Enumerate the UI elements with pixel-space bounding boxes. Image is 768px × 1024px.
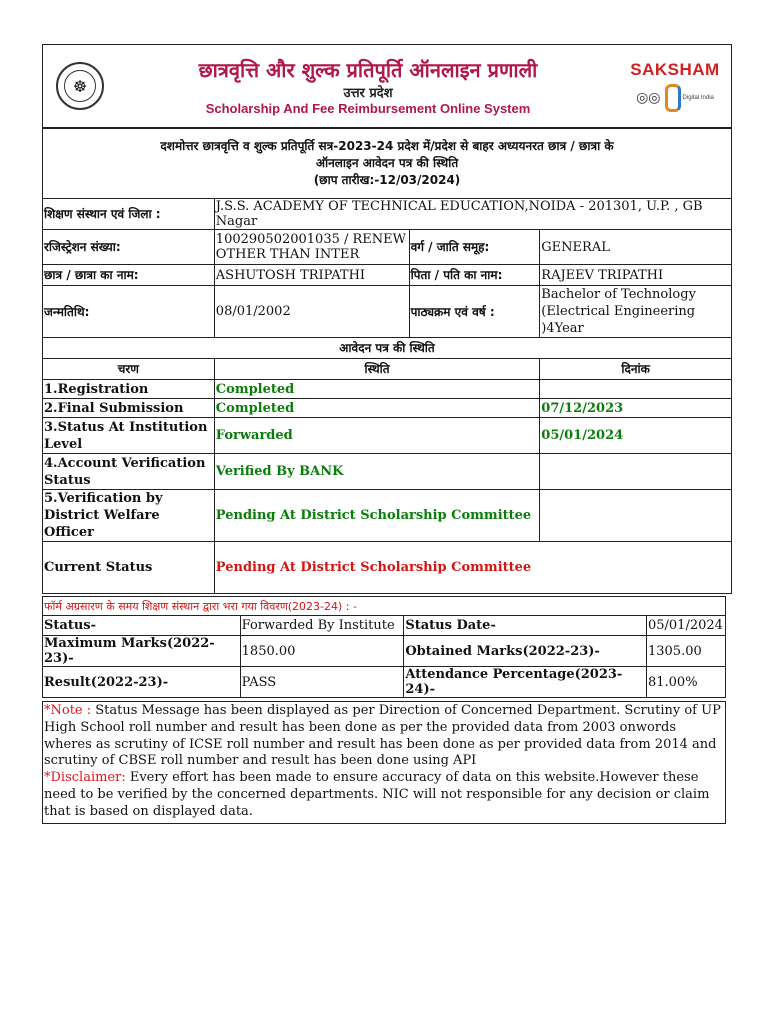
portal-title-english: Scholarship And Fee Reimbursement Online System <box>205 101 531 116</box>
stage-date-cell: 07/12/2023 <box>540 399 732 418</box>
student-name-label: छात्र / छात्रा का नाम: <box>43 265 215 286</box>
stage-status-cell: Completed <box>214 399 540 418</box>
title-cell <box>117 45 619 128</box>
disclaimer-label: *Disclaimer: <box>44 770 126 786</box>
col-stage-header: चरण <box>43 359 215 380</box>
course-value: Bachelor of Technology (Electrical Engineering )4Year <box>540 286 732 338</box>
status-document <box>42 44 732 824</box>
institution-label: शिक्षण संस्थान एवं जिला : <box>43 199 215 230</box>
logo-cell <box>43 45 118 128</box>
portal-title-hindi: छात्रवृत्ति और शुल्क प्रतिपूर्ति ऑनलाइन प्रणाली <box>198 58 538 82</box>
stage-date-cell <box>540 490 732 542</box>
stage-date-cell: 05/01/2024 <box>540 418 732 454</box>
stage-cell: 2.Final Submission <box>43 399 215 418</box>
student-name-value: ASHUTOSH TRIPATHI <box>214 265 409 286</box>
inst-status-date-value: 05/01/2024 <box>646 616 725 636</box>
stage-date-cell <box>540 454 732 490</box>
notes-cell <box>43 702 726 824</box>
dob-value: 08/01/2002 <box>214 286 409 338</box>
col-status-header: स्थिति <box>214 359 540 380</box>
status-row <box>43 399 732 418</box>
obtained-marks-label: Obtained Marks(2022-23)- <box>404 636 647 667</box>
col-date-header: दिनांक <box>540 359 732 380</box>
stage-cell: 3.Status At Institution Level <box>43 418 215 454</box>
digital-india-logo-icon: Digital India <box>665 84 714 112</box>
inst-status-date-label: Status Date- <box>404 616 647 636</box>
swachh-bharat-glasses-icon: ◎◎ <box>636 90 661 106</box>
status-section-title: आवेदन पत्र की स्थिति <box>43 338 732 359</box>
state-name: उत्तर प्रदेश <box>343 86 393 101</box>
father-name-label: पिता / पति का नाम: <box>409 265 540 286</box>
current-status-value: Pending At District Scholarship Committee <box>214 542 731 594</box>
result-label: Result(2022-23)- <box>43 667 241 698</box>
disclaimer-text: Every effort has been made to ensure accuracy of data on this website.However these need to be verified by the concerned departments. NIC will not responsible for any decision or claim that is based on displayed data. <box>44 770 710 819</box>
status-row <box>43 418 732 454</box>
current-status-label: Current Status <box>43 542 215 594</box>
result-value: PASS <box>240 667 404 698</box>
course-label: पाठ्यक्रम एवं वर्ष : <box>409 286 540 338</box>
status-row <box>43 380 732 399</box>
application-status-table <box>42 128 732 594</box>
status-row <box>43 490 732 542</box>
institution-value: J.S.S. ACADEMY OF TECHNICAL EDUCATION,NOIDA - 201301, U.P. , GB Nagar <box>214 199 731 230</box>
status-row <box>43 454 732 490</box>
max-marks-value: 1850.00 <box>240 636 404 667</box>
institute-form-title: फॉर्म अग्रसारण के समय शिक्षण संस्थान द्वारा भरा गया विवरण(2023-24) : - <box>43 597 726 616</box>
brand-cell <box>619 45 732 128</box>
registration-label: रजिस्ट्रेशन संख्या: <box>43 230 215 265</box>
category-label: वर्ग / जाति समूह: <box>409 230 540 265</box>
note-label: *Note : <box>44 703 92 718</box>
father-name-value: RAJEEV TRIPATHI <box>540 265 732 286</box>
stage-cell: 4.Account Verification Status <box>43 454 215 490</box>
notes-table <box>42 701 726 824</box>
stage-status-cell: Verified By BANK <box>214 454 540 490</box>
stage-status-cell: Forwarded <box>214 418 540 454</box>
category-value: GENERAL <box>540 230 732 265</box>
heading-line-2: ऑनलाइन आवेदन पत्र की स्थिति <box>315 156 459 170</box>
inst-status-label: Status- <box>43 616 241 636</box>
registration-value: 100290502001035 / RENEW OTHER THAN INTER <box>214 230 409 265</box>
stage-cell: 5.Verification by District Welfare Officer <box>43 490 215 542</box>
saksham-logo: SAKSHAM <box>630 60 720 79</box>
attendance-value: 81.00% <box>646 667 725 698</box>
up-government-seal-icon: ☸ <box>56 62 104 110</box>
stage-date-cell <box>540 380 732 399</box>
inst-status-value: Forwarded By Institute <box>240 616 404 636</box>
dob-label: जन्मतिथि: <box>43 286 215 338</box>
attendance-label: Attendance Percentage(2023-24)- <box>404 667 647 698</box>
institute-details-table <box>42 596 726 698</box>
note-text: Status Message has been displayed as per Direction of Concerned Department. Scrutiny of UP High School roll number and result has been done as per the provided data from 2003 onwords wheres as scrutiny of ICSE roll number and result has been done as per provided data from 2014 and scrutiny of CBSE roll number and result has been done using API <box>44 703 721 769</box>
heading-line-1: दशमोत्तर छात्रवृत्ति व शुल्क प्रतिपूर्ति सत्र-2023-24 प्रदेश में/प्रदेश से बाहर अध्ययनरत छात्र / छात्रा के <box>160 139 614 153</box>
stage-status-cell: Completed <box>214 380 540 399</box>
stage-status-cell: Pending At District Scholarship Committee <box>214 490 540 542</box>
obtained-marks-value: 1305.00 <box>646 636 725 667</box>
print-date: (छाप तारीख:-12/03/2024) <box>313 173 461 187</box>
header-table <box>42 44 732 128</box>
document-heading <box>43 129 732 199</box>
stage-cell: 1.Registration <box>43 380 215 399</box>
max-marks-label: Maximum Marks(2022-23)- <box>43 636 241 667</box>
